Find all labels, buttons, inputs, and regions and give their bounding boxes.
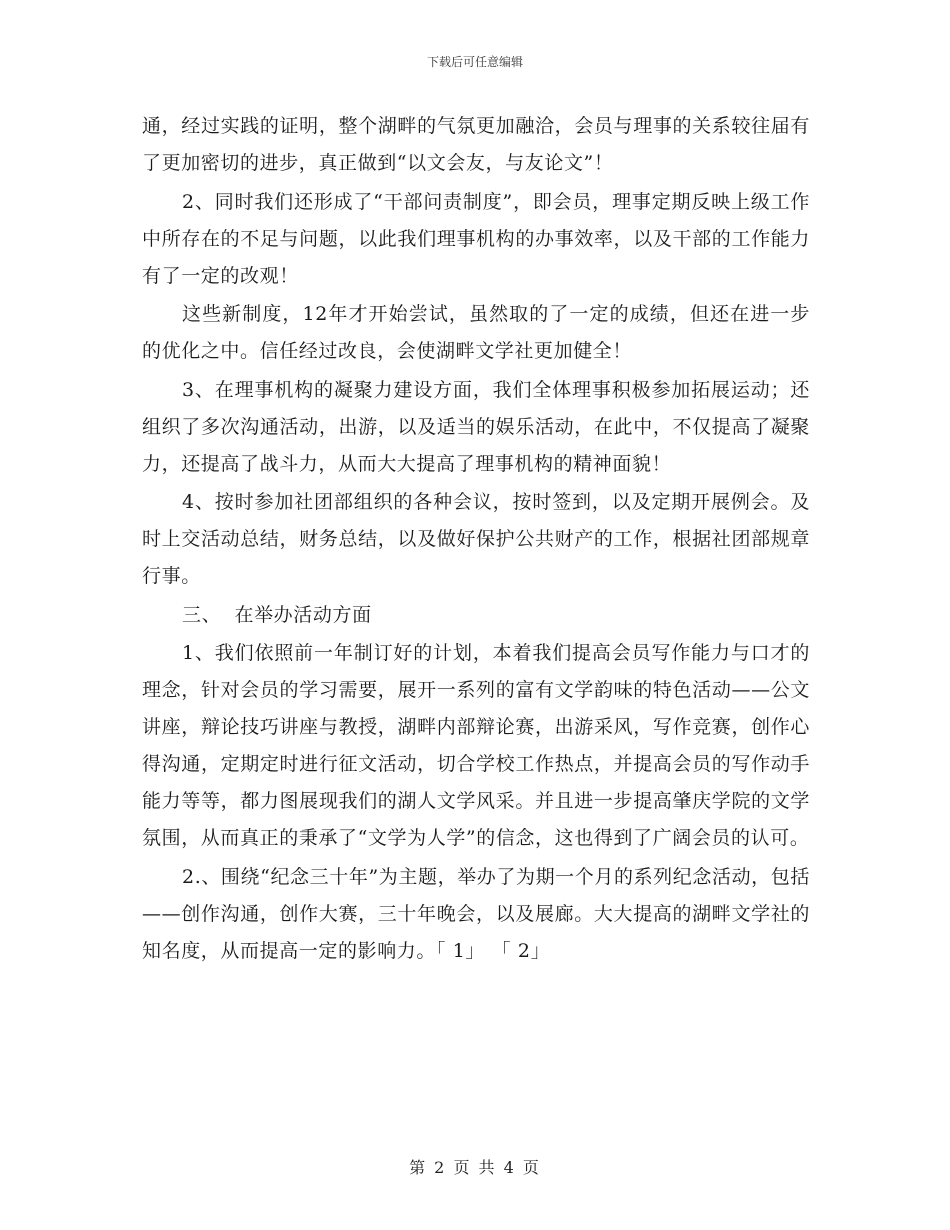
paragraph-activities-1: 1、我们依照前一年制订好的计划，本着我们提高会员写作能力与口才的理念，针对会员的学习需要，展开一系列的富有文学韵味的特色活动——公文讲座，辩论技巧讲座与教授，湖畔内部辩论赛，出游采风，写作竞赛，创作心得沟通，定期定时进行征文活动，切合学校工作热点，并提高会员的写作动手能力等等，都力图展现我们的湖人文学风采。并且进一步提高肇庆学院的文学氛围，从而真正的秉承了“文学为人学”的信念，这也得到了广阔会员的认可。 <box>142 642 810 849</box>
paragraph-activities-2: 2.、围绕“纪念三十年”为主题，举办了为期一个月的系列纪念活动，包括——创作沟通，创作大赛，三十年晚会，以及展廊。大大提高的湖畔文学社的知名度，从而提高一定的影响力。「 1」 「 2」 <box>142 865 810 962</box>
paragraph-item-2: 2、同时我们还形成了“干部问责制度”，即会员，理事定期反映上级工作中所存在的不足与问题，以此我们理事机构的办事效率，以及干部的工作能力有了一定的改观！ <box>142 190 810 287</box>
paragraph-new-system: 这些新制度，12年才开始尝试，虽然取的了一定的成绩，但还在进一步的优化之中。信任经过改良，会使湖畔文学社更加健全！ <box>142 303 810 362</box>
section-heading: 三、 在举办活动方面 <box>182 603 372 626</box>
page-header: 下载后可任意编辑 <box>426 55 523 69</box>
paragraph-item-3: 3、在理事机构的凝聚力建设方面，我们全体理事积极参加拓展运动；还组织了多次沟通活动，出游，以及适当的娱乐活动，在此中，不仅提高了凝聚力，还提高了战斗力，从而大大提高了理事机构的精神面貌！ <box>142 378 810 475</box>
paragraph-item-4: 4、按时参加社团部组织的各种会议，按时签到，以及定期开展例会。及时上交活动总结，财务总结，以及做好保护公共财产的工作，根据社团部规章行事。 <box>142 491 810 587</box>
paragraph-continuation: 通，经过实践的证明，整个湖畔的气氛更加融洽，会员与理事的关系较往届有了更加密切的进步，真正做到“以文会友，与友论文”！ <box>142 115 810 174</box>
page-footer: 第 2 页 共 4 页 <box>409 1158 541 1177</box>
document-body <box>142 108 810 971</box>
